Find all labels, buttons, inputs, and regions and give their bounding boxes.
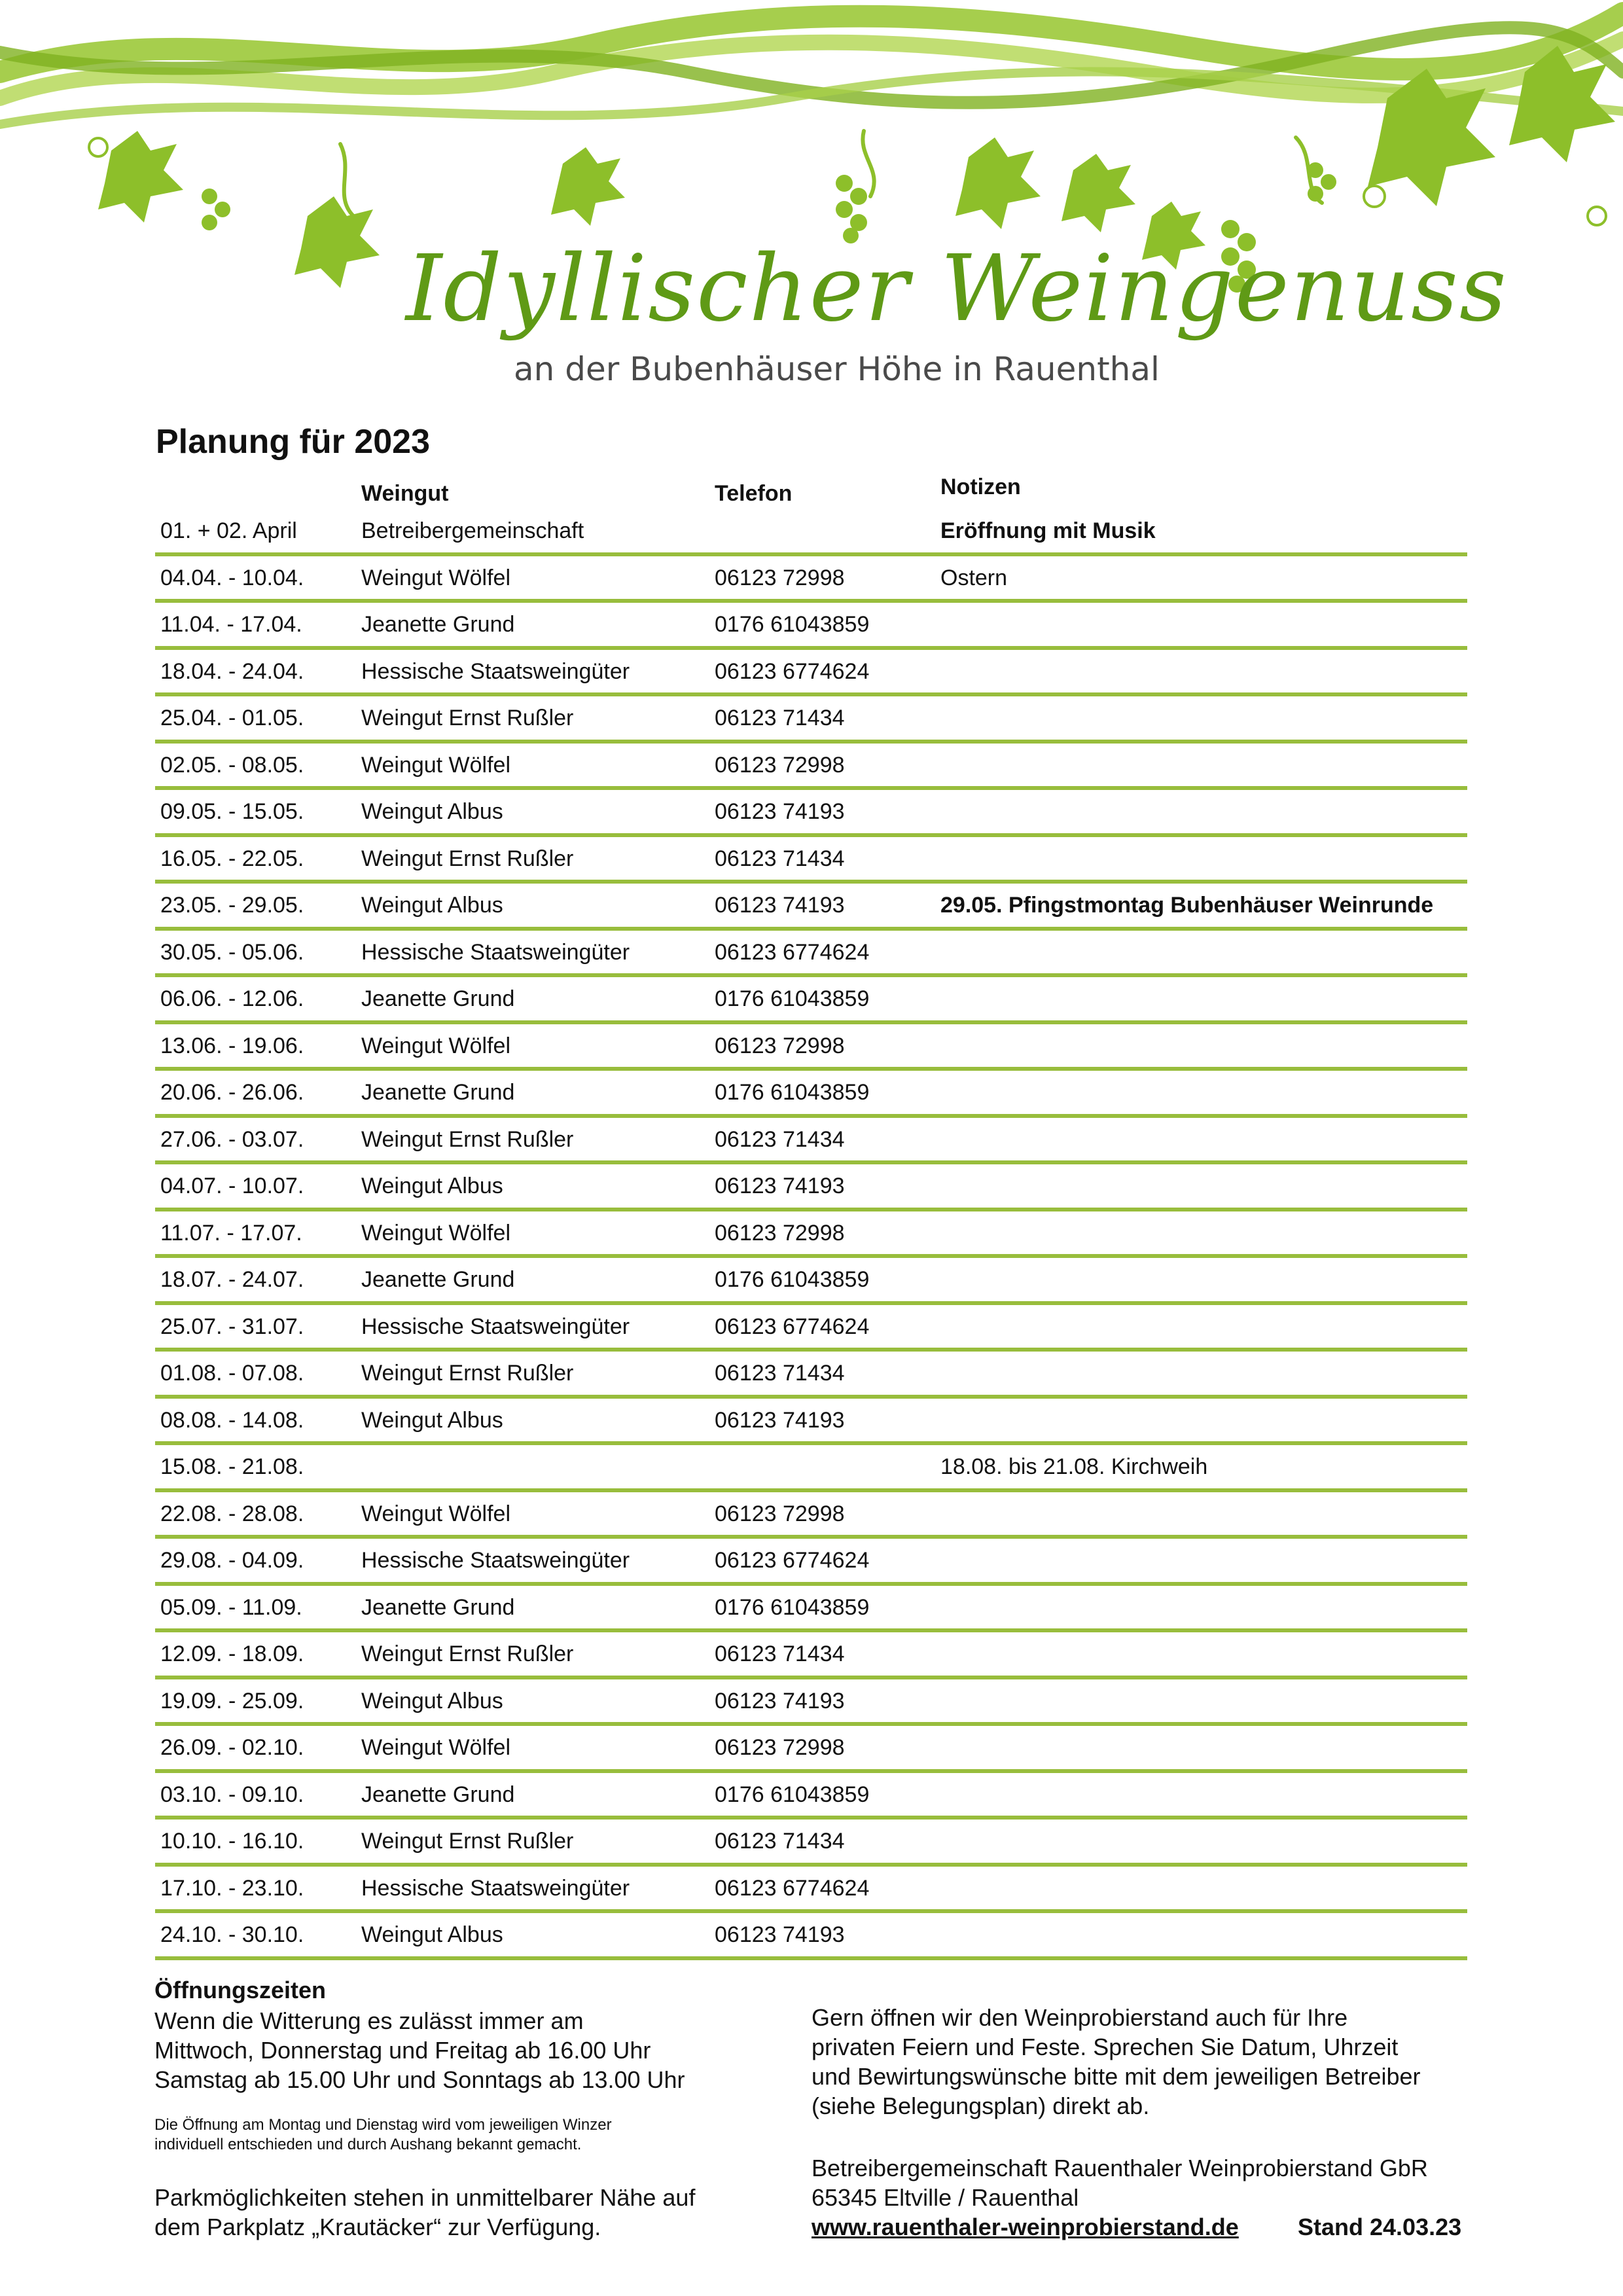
phone-cell: 06123 74193 <box>715 1688 845 1713</box>
table-row <box>155 1164 1467 1211</box>
phone-cell: 0176 61043859 <box>715 612 870 637</box>
column-header-notes: Notizen <box>940 475 1021 499</box>
company-line: 65345 Eltville / Rauenthal <box>812 2184 1079 2211</box>
winery-cell: Weingut Albus <box>361 1174 503 1198</box>
table-row <box>155 837 1467 884</box>
winery-cell: Hessische Staatsweingüter <box>361 1548 630 1573</box>
winery-cell: Jeanette Grund <box>361 1267 515 1292</box>
table-row <box>155 1071 1467 1118</box>
winery-cell: Weingut Albus <box>361 1922 503 1947</box>
phone-cell: 0176 61043859 <box>715 1080 870 1105</box>
parking-line: Parkmöglichkeiten stehen in unmittelbarer Nähe auf <box>154 2184 696 2211</box>
opening-note-line: individuell entschieden und durch Aushang bekannt gemacht. <box>154 2136 582 2153</box>
table-row <box>155 696 1467 744</box>
private-events-line: (siehe Belegungsplan) direkt ab. <box>812 2092 1150 2119</box>
website-link[interactable]: www.rauenthaler-weinprobierstand.de <box>812 2214 1239 2240</box>
phone-cell: 06123 6774624 <box>715 1875 870 1901</box>
phone-cell: 06123 71434 <box>715 1361 845 1386</box>
note-cell: 18.08. bis 21.08. Kirchweih <box>940 1454 1208 1479</box>
table-row <box>155 1679 1467 1727</box>
table-row <box>155 1820 1467 1867</box>
table-row <box>155 1539 1467 1586</box>
private-events-line: und Bewirtungswünsche bitte mit dem jeweiligen Betreiber <box>812 2063 1421 2090</box>
private-events-line: privaten Feiern und Feste. Sprechen Sie Datum, Uhrzeit <box>812 2034 1399 2060</box>
table-row <box>155 790 1467 837</box>
phone-cell: 06123 74193 <box>715 893 845 918</box>
date-cell: 19.09. - 25.09. <box>160 1688 304 1713</box>
date-cell: 20.06. - 26.06. <box>160 1080 304 1105</box>
date-cell: 02.05. - 08.05. <box>160 752 304 778</box>
date-cell: 03.10. - 09.10. <box>160 1782 304 1807</box>
table-row <box>155 1867 1467 1914</box>
private-events-line: Gern öffnen wir den Weinprobierstand auch für Ihre <box>812 2004 1348 2031</box>
winery-cell: Weingut Ernst Rußler <box>361 1361 574 1386</box>
date-cell: 16.05. - 22.05. <box>160 846 304 871</box>
phone-cell: 06123 72998 <box>715 1220 845 1246</box>
table-row <box>155 556 1467 603</box>
opening-hours-line: Samstag ab 15.00 Uhr und Sonntags ab 13.00 Uhr <box>154 2066 685 2093</box>
table-row <box>155 1024 1467 1071</box>
table-row <box>155 744 1467 791</box>
table-row <box>155 1305 1467 1352</box>
opening-hours-heading: Öffnungszeiten <box>154 1977 326 2003</box>
date-cell: 09.05. - 15.05. <box>160 799 304 824</box>
date-cell: 24.10. - 30.10. <box>160 1922 304 1947</box>
date-cell: 18.07. - 24.07. <box>160 1267 304 1292</box>
table-row <box>155 1399 1467 1446</box>
table-row <box>155 1913 1467 1960</box>
parking-line: dem Parkplatz „Krautäcker“ zur Verfügung. <box>154 2214 601 2240</box>
note-cell: Ostern <box>940 565 1008 590</box>
table-row <box>155 1726 1467 1773</box>
table-row <box>155 1211 1467 1259</box>
winery-cell: Weingut Ernst Rußler <box>361 1641 574 1666</box>
phone-cell: 06123 71434 <box>715 1641 845 1666</box>
date-cell: 23.05. - 29.05. <box>160 893 304 918</box>
table-row <box>155 1445 1467 1492</box>
date-cell: 30.05. - 05.06. <box>160 939 304 965</box>
phone-cell: 06123 71434 <box>715 706 845 730</box>
winery-cell: Weingut Albus <box>361 1407 503 1433</box>
date-cell: 10.10. - 16.10. <box>160 1829 304 1854</box>
table-row <box>155 509 1467 556</box>
column-header-phone: Telefon <box>715 481 793 506</box>
winery-cell: Hessische Staatsweingüter <box>361 939 630 965</box>
phone-cell: 06123 6774624 <box>715 658 870 684</box>
phone-cell: 06123 72998 <box>715 565 845 590</box>
winery-cell: Hessische Staatsweingüter <box>361 658 630 684</box>
column-header-winery: Weingut <box>361 481 449 506</box>
phone-cell: 06123 6774624 <box>715 939 870 965</box>
winery-cell: Weingut Wölfel <box>361 565 511 590</box>
table-row <box>155 1352 1467 1399</box>
table-row <box>155 1632 1467 1679</box>
phone-cell: 06123 6774624 <box>715 1548 870 1573</box>
winery-cell: Hessische Staatsweingüter <box>361 1314 630 1339</box>
winery-cell: Weingut Albus <box>361 893 503 918</box>
phone-cell: 06123 74193 <box>715 1407 845 1433</box>
phone-cell: 06123 74193 <box>715 799 845 824</box>
table-row <box>155 931 1467 978</box>
phone-cell: 06123 72998 <box>715 752 845 778</box>
phone-cell: 06123 72998 <box>715 1033 845 1058</box>
winery-cell: Weingut Ernst Rußler <box>361 846 574 871</box>
date-cell: 08.08. - 14.08. <box>160 1407 304 1433</box>
date-cell: 25.04. - 01.05. <box>160 706 304 730</box>
date-cell: 01. + 02. April <box>160 518 297 543</box>
winery-cell: Jeanette Grund <box>361 1594 515 1620</box>
table-row <box>155 884 1467 931</box>
phone-cell: 06123 74193 <box>715 1922 845 1947</box>
date-cell: 04.07. - 10.07. <box>160 1174 304 1198</box>
date-cell: 13.06. - 19.06. <box>160 1033 304 1058</box>
date-cell: 05.09. - 11.09. <box>160 1594 302 1620</box>
company-line: Betreibergemeinschaft Rauenthaler Weinprobierstand GbR <box>812 2155 1428 2181</box>
table-row <box>155 603 1467 650</box>
note-cell: 29.05. Pfingstmontag Bubenhäuser Weinrunde <box>940 893 1434 918</box>
winery-cell: Jeanette Grund <box>361 986 515 1011</box>
winery-cell: Weingut Albus <box>361 1688 503 1713</box>
winery-cell: Weingut Ernst Rußler <box>361 1829 574 1854</box>
winery-cell: Weingut Ernst Rußler <box>361 1126 574 1152</box>
winery-cell: Weingut Wölfel <box>361 752 511 778</box>
table-row <box>155 1586 1467 1633</box>
date-cell: 29.08. - 04.09. <box>160 1548 304 1573</box>
date-cell: 25.07. - 31.07. <box>160 1314 304 1339</box>
plan-title: Planung für 2023 <box>156 423 430 461</box>
phone-cell: 06123 71434 <box>715 846 845 871</box>
phone-cell: 06123 6774624 <box>715 1314 870 1339</box>
phone-cell: 0176 61043859 <box>715 1594 870 1620</box>
winery-cell: Hessische Staatsweingüter <box>361 1875 630 1901</box>
winery-cell: Weingut Wölfel <box>361 1735 511 1760</box>
phone-cell: 0176 61043859 <box>715 1782 870 1807</box>
date-cell: 11.07. - 17.07. <box>160 1220 302 1246</box>
event-title: Idyllischer Weingenuss <box>406 236 1508 342</box>
event-subtitle: an der Bubenhäuser Höhe in Rauenthal <box>514 350 1160 388</box>
phone-cell: 06123 72998 <box>715 1735 845 1760</box>
winery-cell: Jeanette Grund <box>361 612 515 637</box>
date-cell: 15.08. - 21.08. <box>160 1454 304 1479</box>
winery-cell: Weingut Ernst Rußler <box>361 706 574 730</box>
date-cell: 26.09. - 02.10. <box>160 1735 304 1760</box>
table-row <box>155 1773 1467 1820</box>
opening-note-line: Die Öffnung am Montag und Dienstag wird vom jeweiligen Winzer <box>154 2116 612 2134</box>
date-cell: 22.08. - 28.08. <box>160 1501 304 1526</box>
opening-hours-line: Wenn die Witterung es zulässt immer am <box>154 2007 584 2034</box>
date-cell: 12.09. - 18.09. <box>160 1641 304 1666</box>
winery-cell: Weingut Wölfel <box>361 1033 511 1058</box>
table-row <box>155 977 1467 1024</box>
winery-cell: Weingut Wölfel <box>361 1220 511 1246</box>
phone-cell: 0176 61043859 <box>715 986 870 1011</box>
date-cell: 17.10. - 23.10. <box>160 1875 304 1901</box>
phone-cell: 06123 71434 <box>715 1829 845 1854</box>
opening-hours-line: Mittwoch, Donnerstag und Freitag ab 16.00 Uhr <box>154 2037 651 2064</box>
date-cell: 11.04. - 17.04. <box>160 612 302 637</box>
date-cell: 01.08. - 07.08. <box>160 1361 304 1386</box>
date-cell: 18.04. - 24.04. <box>160 658 304 684</box>
winery-cell: Weingut Wölfel <box>361 1501 511 1526</box>
schedule-table <box>155 509 1467 1960</box>
winery-cell: Jeanette Grund <box>361 1080 515 1105</box>
table-row <box>155 650 1467 697</box>
winery-cell: Jeanette Grund <box>361 1782 515 1807</box>
phone-cell: 06123 74193 <box>715 1174 845 1198</box>
phone-cell: 06123 72998 <box>715 1501 845 1526</box>
table-row <box>155 1258 1467 1305</box>
winery-cell: Betreibergemeinschaft <box>361 518 584 543</box>
winery-cell: Weingut Albus <box>361 799 503 824</box>
table-row <box>155 1492 1467 1539</box>
stand-date: Stand 24.03.23 <box>1298 2214 1462 2240</box>
note-cell: Eröffnung mit Musik <box>940 518 1156 543</box>
date-cell: 04.04. - 10.04. <box>160 565 304 590</box>
phone-cell: 0176 61043859 <box>715 1267 870 1292</box>
phone-cell: 06123 71434 <box>715 1126 845 1152</box>
date-cell: 27.06. - 03.07. <box>160 1126 304 1152</box>
date-cell: 06.06. - 12.06. <box>160 986 304 1011</box>
table-row <box>155 1118 1467 1165</box>
